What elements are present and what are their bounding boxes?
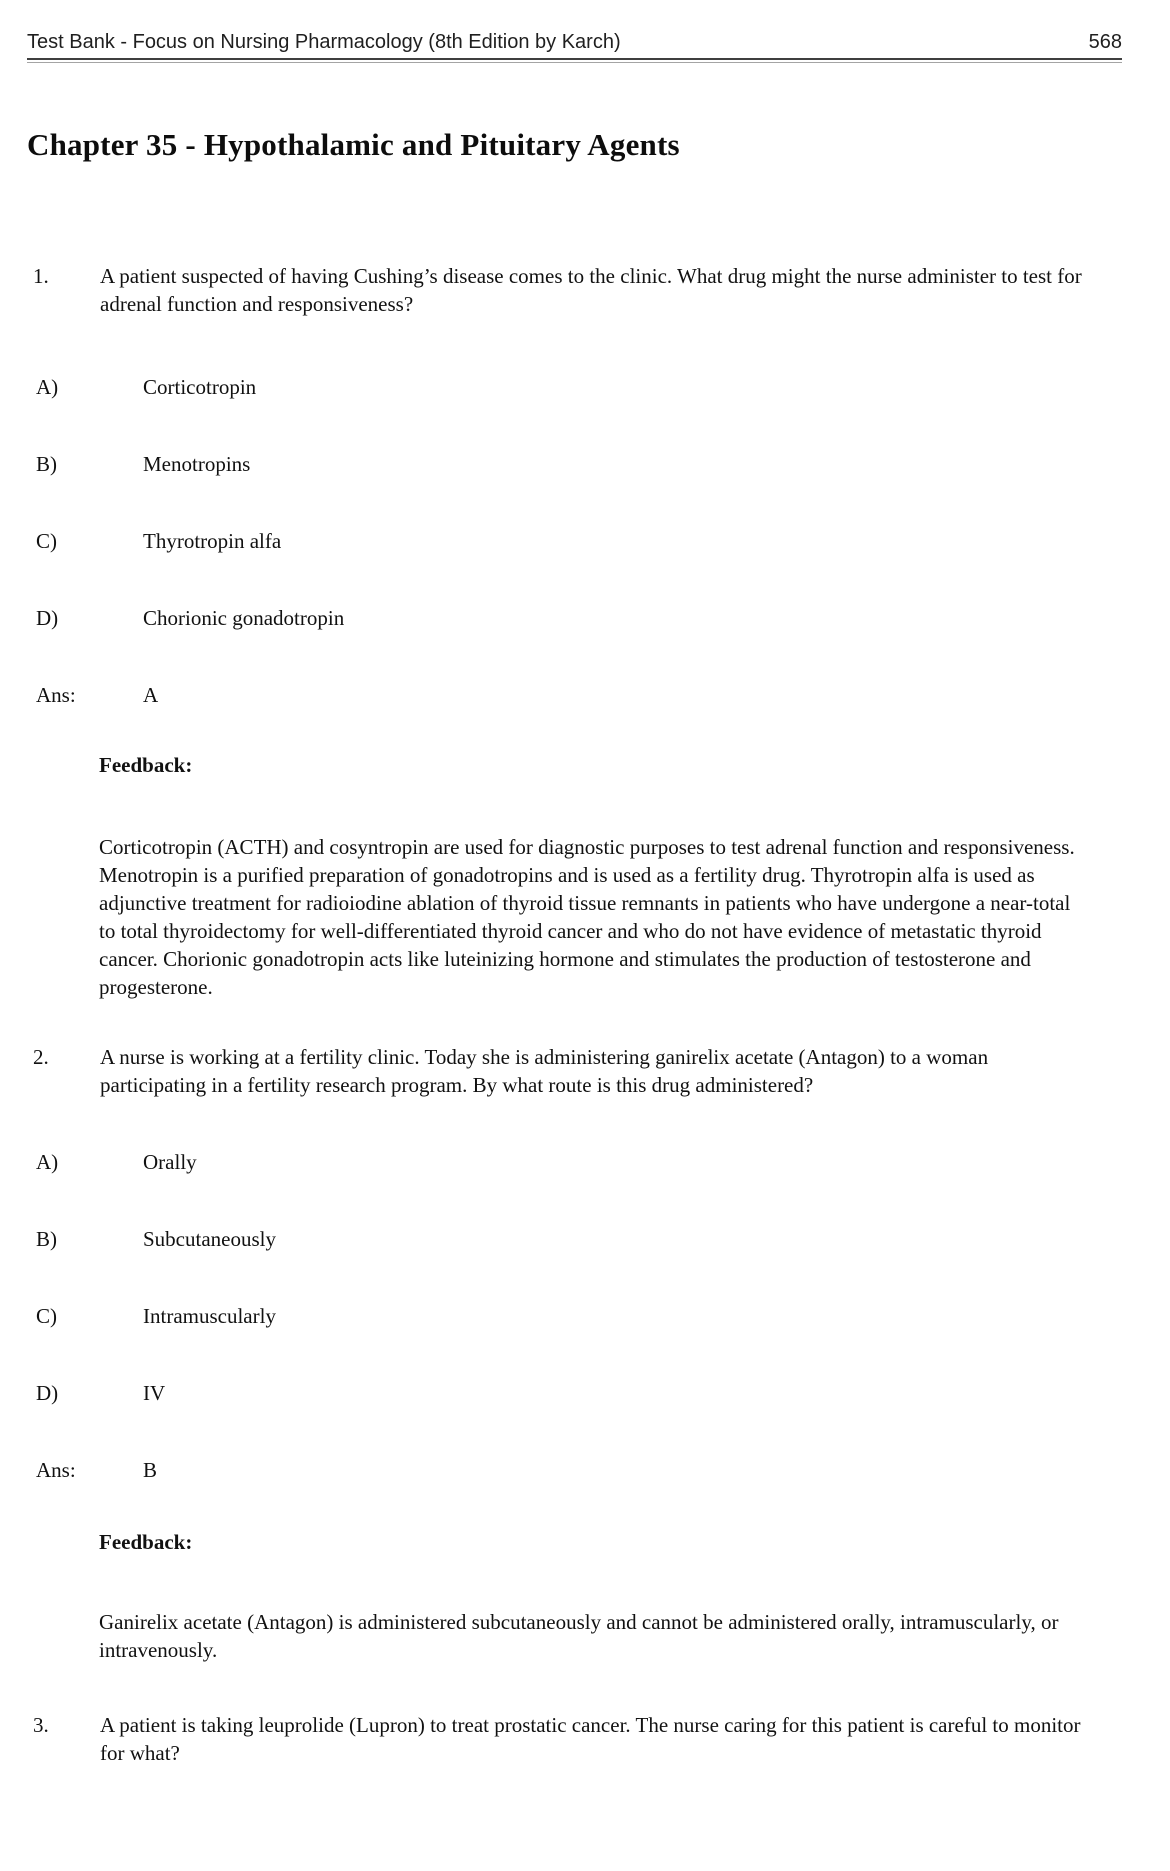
option-text: Menotropins	[143, 452, 251, 476]
option-text: IV	[143, 1381, 166, 1405]
option-text: Orally	[143, 1150, 197, 1174]
question-block-3	[0, 1711, 1170, 1767]
question-number: 2.	[33, 1045, 49, 1069]
option-row	[0, 527, 1170, 555]
option-label: D)	[36, 606, 59, 630]
option-row	[0, 373, 1170, 401]
feedback-text: Ganirelix acetate (Antagon) is administered subcutaneously and cannot be administered orally, intramuscularly, or intravenously.	[99, 1610, 1059, 1662]
answer-row	[0, 681, 1170, 709]
answer-label: Ans:	[36, 683, 76, 707]
option-text: Intramuscularly	[143, 1304, 276, 1328]
feedback-text: Corticotropin (ACTH) and cosyntropin are used for diagnostic purposes to test adrenal function and responsiveness. Menotropin is a purified preparation of gonadotropins and is used as a fertility drug. Thyrotropin alfa is used as adjunctive treatment for radioiodine ablation of thyroid tissue remnants in patients who have undergone a near-total to total thyroidectomy for well-differentiated thyroid cancer and who do not have evidence of metastatic thyroid cancer. Chorionic gonadotropin acts like luteinizing hormone and stimulates the production of testosterone and progesterone.	[99, 835, 1075, 999]
option-label: C)	[36, 529, 57, 553]
option-label: A)	[36, 375, 59, 399]
answer-row	[0, 1456, 1170, 1484]
option-row	[0, 1302, 1170, 1330]
page-header	[27, 30, 1122, 60]
option-row	[0, 604, 1170, 632]
answer-value: B	[143, 1458, 158, 1482]
option-label: C)	[36, 1304, 57, 1328]
question-number: 3.	[33, 1713, 49, 1737]
option-label: A)	[36, 1150, 59, 1174]
option-row	[0, 450, 1170, 478]
answer-label: Ans:	[36, 1458, 76, 1482]
option-label: B)	[36, 452, 57, 476]
question-text: A patient suspected of having Cushing’s disease comes to the clinic. What drug might the nurse administer to test for adrenal function and responsiveness?	[100, 264, 1082, 316]
question-block-2	[0, 1043, 1170, 1099]
option-label: D)	[36, 1381, 59, 1405]
option-text: Subcutaneously	[143, 1227, 276, 1251]
option-row	[0, 1225, 1170, 1253]
question-number: 1.	[33, 264, 49, 288]
option-row	[0, 1379, 1170, 1407]
chapter-title: Chapter 35 - Hypothalamic and Pituitary Agents	[27, 127, 680, 162]
option-label: B)	[36, 1227, 57, 1251]
option-text: Chorionic gonadotropin	[143, 606, 345, 630]
question-block-1	[0, 262, 1170, 318]
feedback-heading: Feedback:	[99, 753, 193, 777]
option-text: Corticotropin	[143, 375, 257, 399]
question-text: A nurse is working at a fertility clinic. Today she is administering ganirelix acetate (Antagon) to a woman participating in a fertility research program. By what route is this drug administered?	[100, 1045, 989, 1097]
question-text: A patient is taking leuprolide (Lupron) to treat prostatic cancer. The nurse caring for this patient is careful to monitor for what?	[100, 1713, 1081, 1765]
header-rule	[27, 62, 1122, 63]
feedback-heading: Feedback:	[99, 1530, 193, 1554]
answer-value: A	[143, 683, 159, 707]
option-text: Thyrotropin alfa	[143, 529, 282, 553]
option-row	[0, 1148, 1170, 1176]
page-number: 568	[1088, 31, 1122, 53]
header-title: Test Bank - Focus on Nursing Pharmacology (8th Edition by Karch)	[27, 31, 621, 53]
